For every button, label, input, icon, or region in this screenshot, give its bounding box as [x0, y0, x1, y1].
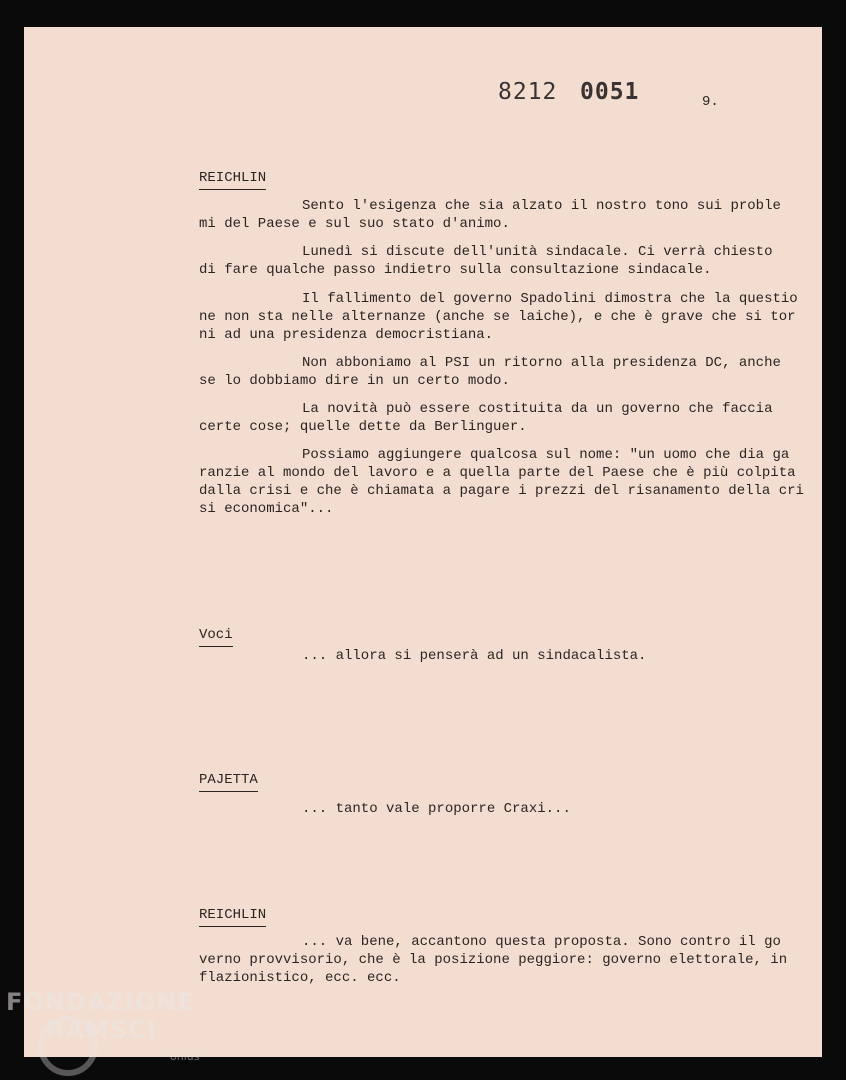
archive-code-a: 8212 — [498, 79, 558, 105]
text-line: flazionistico, ecc. ecc. — [199, 970, 401, 986]
watermark-line2: RAMSCI — [46, 1016, 157, 1044]
text-line: ... allora si penserà ad un sindacalista. — [302, 648, 647, 664]
watermark-logo — [6, 990, 195, 1042]
speaker-voci: Voci — [199, 627, 233, 647]
text-line: ni ad una presidenza democristiana. — [199, 327, 494, 343]
text-line: Lunedì si discute dell'unità sindacale. Ci verrà chiesto — [302, 244, 773, 260]
speaker-reichlin: REICHLIN — [199, 907, 266, 927]
watermark-line1: FONDAZIONE — [6, 988, 195, 1016]
text-line: La novità può essere costituita da un governo che faccia — [302, 401, 773, 417]
text-line: Non abboniamo al PSI un ritorno alla presidenza DC, anche — [302, 355, 781, 371]
text-line: Il fallimento del governo Spadolini dimostra che la questio — [302, 291, 798, 307]
text-line: verno provvisorio, che è la posizione peggiore: governo elettorale, in — [199, 952, 788, 968]
watermark-line3: onlus — [170, 1050, 200, 1063]
text-line: dalla crisi e che è chiamata a pagare i prezzi del risanamento della cri — [199, 483, 804, 499]
speaker-pajetta: PAJETTA — [199, 772, 258, 792]
text-line: ne non sta nelle alternanze (anche se laiche), e che è grave che si tor — [199, 309, 796, 325]
text-line: ... tanto vale proporre Craxi... — [302, 801, 571, 817]
document-page — [24, 27, 822, 1057]
text-line: Possiamo aggiungere qualcosa sul nome: "un uomo che dia ga — [302, 447, 790, 463]
text-line: mi del Paese e sul suo stato d'animo. — [199, 216, 510, 232]
text-line: ranzie al mondo del lavoro e a quella parte del Paese che è più colpita — [199, 465, 796, 481]
speaker-reichlin: REICHLIN — [199, 170, 266, 190]
text-line: si economica"... — [199, 501, 334, 517]
text-line: di fare qualche passo indietro sulla consultazione sindacale. — [199, 262, 712, 278]
text-line: Sento l'esigenza che sia alzato il nostro tono sui proble — [302, 198, 781, 214]
text-line: ... va bene, accantono questa proposta. Sono contro il go — [302, 934, 781, 950]
page-number: 9. — [702, 94, 719, 110]
text-line: se lo dobbiamo dire in un certo modo. — [199, 373, 510, 389]
text-line: certe cose; quelle dette da Berlinguer. — [199, 419, 527, 435]
archive-code-b: 0051 — [580, 79, 640, 105]
